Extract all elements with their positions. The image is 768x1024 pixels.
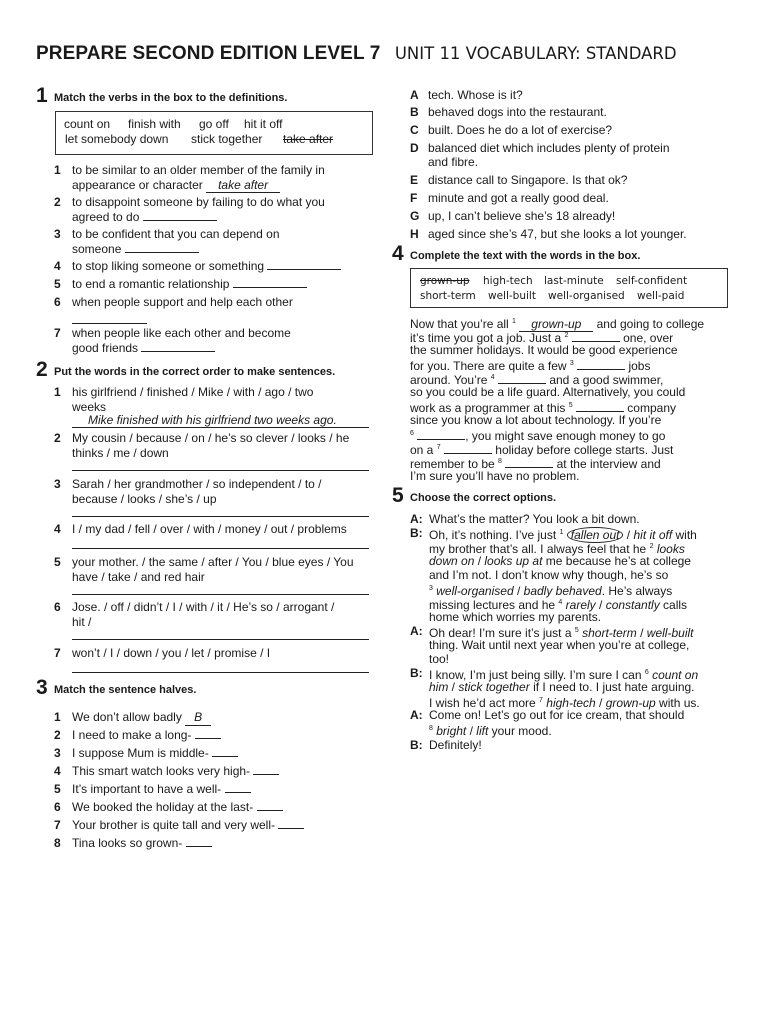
- dialogue-line: and I’m not. I don’t know why though, he’s so: [429, 568, 669, 582]
- speaker-label: B:: [410, 666, 423, 680]
- answer-blank[interactable]: [225, 792, 251, 793]
- ex2-item: [54, 522, 374, 537]
- option[interactable]: short-term: [582, 626, 637, 640]
- option-text: balanced diet which includes plenty of protein: [428, 141, 670, 155]
- option[interactable]: count on: [652, 668, 699, 682]
- ex3-option: [410, 227, 740, 242]
- ex4-instruction: Complete the text with the words in the box.: [410, 250, 641, 262]
- title-subtitle: UNIT 11 VOCABULARY: STANDARD: [394, 44, 677, 63]
- dialogue-line: Oh, it’s nothing. I’ve just $^1$ fallen out / hit it off with: [429, 528, 697, 542]
- item-text: to stop liking someone or something: [72, 259, 341, 274]
- word-box-item: well-paid: [637, 290, 685, 302]
- dialogue-line: I know, I’m just being silly. I’m sure I can $^6$ count on: [429, 668, 699, 682]
- option[interactable]: down on: [429, 554, 475, 568]
- gap-7[interactable]: [444, 453, 492, 454]
- item-number: 3: [54, 746, 61, 760]
- item-number: 2: [54, 728, 61, 742]
- item-number: 3: [54, 227, 61, 241]
- ex1-item: [54, 295, 374, 310]
- answer-blank[interactable]: take after: [206, 178, 280, 194]
- option[interactable]: rarely: [565, 598, 596, 612]
- answer-blank[interactable]: [195, 738, 221, 739]
- item-text: to be similar to an older member of the family in: [72, 163, 325, 177]
- item-text-cont: because / looks / she’s / up: [72, 491, 217, 506]
- answer-line[interactable]: [72, 427, 369, 428]
- ex1-item: [54, 326, 374, 356]
- item-number: 4: [54, 259, 61, 273]
- gap-3[interactable]: [577, 369, 625, 370]
- speaker-label: A:: [410, 708, 423, 722]
- text-line: the summer holidays. It would be good experience: [410, 343, 678, 357]
- item-number: 5: [54, 555, 61, 569]
- item-text: when people like each other and become: [72, 326, 291, 340]
- ex3-item: [54, 800, 374, 815]
- option-text: behaved dogs into the restaurant.: [428, 105, 607, 119]
- option[interactable]: well-built: [646, 626, 694, 640]
- option-text: aged since she’s 47, but she looks a lot younger.: [428, 227, 687, 241]
- ex3-option: [410, 209, 740, 224]
- item-number: 5: [54, 277, 61, 291]
- text-line: since you know a lot about technology. If you’re: [410, 413, 662, 427]
- option[interactable]: him: [429, 680, 449, 694]
- item-text: I / my dad / fell / over / with / money / out / problems: [72, 522, 347, 536]
- item-text: This smart watch looks very high-: [72, 764, 279, 779]
- ex2-number: 2: [36, 358, 48, 381]
- item-number: 8: [54, 836, 61, 850]
- item-number: 5: [54, 782, 61, 796]
- item-number: 1: [54, 163, 61, 177]
- item-text-cont: someone: [72, 242, 199, 257]
- item-text: Tina looks so grown-: [72, 836, 212, 851]
- ex3-item: [54, 728, 374, 743]
- answer-text[interactable]: Mike finished with his girlfriend two weeks ago.: [88, 413, 337, 427]
- gap-2[interactable]: [572, 341, 620, 342]
- speaker-label: B:: [410, 738, 423, 752]
- item-text: Your brother is quite tall and very well-: [72, 818, 304, 833]
- answer-blank[interactable]: B: [185, 710, 211, 726]
- item-text: when people support and help each other: [72, 295, 293, 309]
- word-box-item: let somebody down: [65, 132, 169, 146]
- speaker-label: A:: [410, 624, 423, 638]
- option-letter: C: [410, 123, 419, 137]
- ex2-item: [54, 385, 374, 429]
- item-text: to end a romantic relationship: [72, 277, 307, 292]
- text-line: for you. There are quite a few $^3$ jobs: [410, 359, 651, 373]
- answer-blank[interactable]: [186, 846, 212, 847]
- gap-4[interactable]: [498, 383, 546, 384]
- gap-1[interactable]: grown-up: [519, 317, 593, 332]
- answer-line[interactable]: [72, 672, 369, 673]
- option[interactable]: looks up at: [484, 554, 543, 568]
- gap-6[interactable]: [417, 439, 465, 440]
- answer-blank[interactable]: [267, 269, 341, 270]
- option[interactable]: constantly: [605, 598, 660, 612]
- item-number: 4: [54, 764, 61, 778]
- item-text: won’t / I / down / you / let / promise / I: [72, 646, 271, 660]
- text-line: $^6$ , you might save enough money to go: [410, 429, 666, 443]
- answer-line[interactable]: [72, 594, 369, 595]
- item-text: to be confident that you can depend on: [72, 227, 280, 241]
- dialogue-line: thing. Wait until next year when you’re at college,: [429, 638, 690, 652]
- text-line: I’m sure you’ll have no problem.: [410, 469, 580, 483]
- text-line: on a $^7$ holiday before college starts. Just: [410, 443, 674, 457]
- item-text-cont: agreed to do: [72, 210, 217, 225]
- title-main: PREPARE SECOND EDITION LEVEL 7: [36, 43, 381, 64]
- item-text-cont: thinks / me / down: [72, 445, 169, 460]
- ex3-option: [410, 88, 740, 103]
- ex1-number: 1: [36, 84, 48, 107]
- word-box-item: count on: [64, 117, 111, 131]
- dialogue-line: missing lectures and he $^4$ rarely / constantly calls: [429, 598, 688, 612]
- ex3-option: [410, 105, 740, 120]
- ex2-instruction: Put the words in the correct order to make sentences.: [54, 366, 336, 378]
- ex1-word-box: [55, 111, 373, 155]
- option-text: distance call to Singapore. Is that ok?: [428, 173, 628, 187]
- option-letter: B: [410, 105, 419, 119]
- text-line: around. You’re $^4$ and a good swimmer,: [410, 373, 664, 387]
- answer-blank[interactable]: [125, 252, 199, 253]
- ex2-item: [54, 646, 374, 661]
- ex3-item: [54, 836, 374, 851]
- speaker-label: A:: [410, 512, 423, 526]
- item-text-cont: hit /: [72, 614, 92, 629]
- dialogue-line: $^3$ well-organised / badly behaved. He’s always: [429, 584, 673, 598]
- word-box-item-used: take after: [283, 132, 334, 146]
- item-number: 6: [54, 600, 61, 614]
- ex3-instruction: Match the sentence halves.: [54, 684, 197, 696]
- word-box-item: last-minute: [544, 275, 604, 287]
- word-box-item: short-term: [420, 290, 476, 302]
- ex4-number: 4: [392, 242, 404, 265]
- ex1-item: [54, 163, 374, 193]
- answer-blank[interactable]: [212, 756, 238, 757]
- option[interactable]: well-organised: [436, 584, 514, 598]
- ex3-option: [410, 123, 740, 138]
- option-letter: H: [410, 227, 419, 241]
- dialogue-line: Definitely!: [429, 738, 482, 752]
- option-text-cont: and fibre.: [428, 155, 479, 169]
- word-box-item: self-confident: [616, 275, 688, 287]
- dialogue-line: too!: [429, 652, 450, 666]
- option-text: up, I can’t believe she’s 18 already!: [428, 209, 616, 223]
- gap-8[interactable]: [505, 467, 553, 468]
- answer-line[interactable]: [72, 470, 369, 471]
- answer-blank[interactable]: [253, 774, 279, 775]
- item-text: to disappoint someone by failing to do what you: [72, 195, 325, 209]
- dialogue-line: I wish he’d act more $^7$ high-tech / grown-up with us.: [429, 696, 700, 710]
- ex2-item: [54, 477, 374, 507]
- item-text-cont: appearance or character take after: [72, 178, 280, 194]
- item-text: We don’t allow badly B: [72, 710, 211, 726]
- item-text: his girlfriend / finished / Mike / with / ago / two: [72, 385, 314, 399]
- ex2-item: [54, 431, 374, 461]
- ex3-option: [410, 173, 740, 188]
- option[interactable]: high-tech: [546, 696, 596, 710]
- ex1-item: [54, 259, 374, 274]
- ex1-item: [54, 227, 374, 257]
- item-text: Jose. / off / didn’t / I / with / it / He’s so / arrogant /: [72, 600, 335, 614]
- word-box-item: go off: [199, 117, 229, 131]
- answer-line[interactable]: [72, 323, 147, 324]
- item-text: It’s important to have a well-: [72, 782, 251, 797]
- option-text: minute and got a really good deal.: [428, 191, 609, 205]
- dialogue-line: Come on! Let’s go out for ice cream, that should: [429, 708, 685, 722]
- dialogue-line: home which worries my parents.: [429, 610, 602, 624]
- gap-5[interactable]: [576, 411, 624, 412]
- word-box-item-used: grown-up: [420, 275, 470, 287]
- word-box-item: high-tech: [483, 275, 533, 287]
- option-text: tech. Whose is it?: [428, 88, 523, 102]
- word-box-item: well-organised: [548, 290, 625, 302]
- ex4-word-box: [410, 268, 728, 308]
- item-text: We booked the holiday at the last-: [72, 800, 283, 815]
- answer-blank[interactable]: [233, 287, 307, 288]
- item-number: 6: [54, 800, 61, 814]
- item-number: 1: [54, 710, 61, 724]
- ex3-item: [54, 746, 374, 761]
- speaker-label: B:: [410, 526, 423, 540]
- word-box-item: finish with: [128, 117, 181, 131]
- ex2-item: [54, 555, 374, 585]
- item-text: I suppose Mum is middle-: [72, 746, 238, 761]
- text-line: it’s time you got a job. Just a $^2$ one, over: [410, 331, 674, 345]
- ex5-dialogue: [410, 512, 750, 752]
- ex1-item: [54, 277, 374, 292]
- option-letter: D: [410, 141, 419, 155]
- option[interactable]: badly behaved: [523, 584, 602, 598]
- text-line: so you could be a life guard. Alternatively, you could: [410, 385, 686, 399]
- item-number: 3: [54, 477, 61, 491]
- option[interactable]: grown-up: [605, 696, 656, 710]
- word-box-item: hit it off: [244, 117, 283, 131]
- answer-blank[interactable]: [143, 220, 217, 221]
- ex3-item: [54, 818, 374, 833]
- text-line: Now that you’re all $^1$ grown-up and going to college: [410, 317, 705, 331]
- ex3-item: [54, 782, 374, 797]
- item-text: I need to make a long-: [72, 728, 221, 743]
- item-text: My cousin / because / on / he’s so clever / looks / he: [72, 431, 350, 445]
- dialogue-line: What’s the matter? You look a bit down.: [429, 512, 640, 526]
- item-number: 7: [54, 646, 61, 660]
- item-number: 2: [54, 431, 61, 445]
- word-box-item: stick together: [191, 132, 263, 146]
- text-line: work as a programmer at this $^5$ company: [410, 401, 676, 415]
- item-text-cont: good friends: [72, 341, 215, 356]
- option-letter: F: [410, 191, 418, 205]
- item-number: 4: [54, 522, 61, 536]
- dialogue-line: down on / looks up at me because he’s at college: [429, 554, 691, 568]
- option-letter: A: [410, 88, 419, 102]
- option-text: built. Does he do a lot of exercise?: [428, 123, 613, 137]
- option[interactable]: bright: [436, 724, 467, 738]
- ex2-item: [54, 600, 374, 630]
- answer-line[interactable]: [72, 548, 369, 549]
- option[interactable]: looks: [656, 542, 685, 556]
- answer-blank[interactable]: [278, 828, 304, 829]
- item-number: 1: [54, 385, 61, 399]
- item-text: your mother. / the same / after / You / blue eyes / You: [72, 555, 354, 569]
- page-title: [36, 43, 677, 65]
- ex3-number: 3: [36, 676, 48, 699]
- option[interactable]: stick together: [458, 680, 530, 694]
- dialogue-line: $^8$ bright / lift your mood.: [429, 724, 552, 738]
- ex1-item: [54, 195, 374, 225]
- ex3-item: [54, 710, 374, 725]
- answer-blank[interactable]: [257, 810, 283, 811]
- item-text: Sarah / her grandmother / so independent / to /: [72, 477, 322, 491]
- item-number: 7: [54, 818, 61, 832]
- answer-line[interactable]: [72, 639, 369, 640]
- option-letter: G: [410, 209, 420, 223]
- ex5-number: 5: [392, 484, 404, 507]
- item-number: 7: [54, 326, 61, 340]
- item-number: 6: [54, 295, 61, 309]
- item-text-cont: weeks: [72, 399, 107, 414]
- dialogue-line: Oh dear! I’m sure it’s just a $^5$ short-term / well-built: [429, 626, 694, 640]
- ex3-option: [410, 191, 740, 206]
- item-text-cont: have / take / and red hair: [72, 569, 205, 584]
- answer-blank[interactable]: [141, 351, 215, 352]
- item-number: 2: [54, 195, 61, 209]
- answer-line[interactable]: [72, 516, 369, 517]
- ex1-instruction: Match the verbs in the box to the definitions.: [54, 92, 288, 104]
- dialogue-line: my brother that’s all. I always feel that he $^2$ looks: [429, 542, 685, 556]
- word-box-item: well-built: [488, 290, 536, 302]
- ex3-item: [54, 764, 374, 779]
- dialogue-line: him / stick together if I need to. I just hate arguing.: [429, 680, 695, 694]
- ex3-option: [410, 141, 740, 171]
- circled-answer[interactable]: fallen out: [567, 527, 624, 543]
- option[interactable]: lift: [476, 724, 489, 738]
- text-line: remember to be $^8$ at the interview and: [410, 457, 661, 471]
- option-letter: E: [410, 173, 419, 187]
- ex5-instruction: Choose the correct options.: [410, 492, 557, 504]
